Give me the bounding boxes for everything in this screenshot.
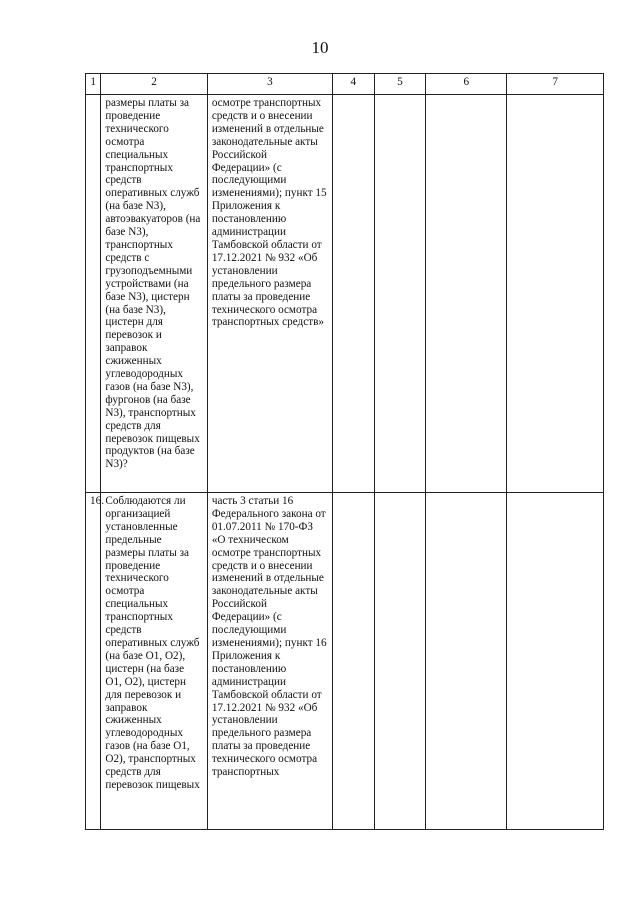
table-row <box>86 493 604 830</box>
column-header: 4 <box>332 74 374 95</box>
empty-cell <box>374 95 426 493</box>
empty-cell <box>332 95 374 493</box>
empty-cell <box>374 493 426 830</box>
question-cell: размеры платы за проведение технического осмотра специальных транспортных средств оперативных служб (на базе N3), автоэвакуаторов (на базе N3), транспортных средств с грузоподъемными устройствами (на базе N3), цистерн (на базе N3), цистерн для перевозок и заправок сжиженных углеводородных газов (на базе N3), фургонов (на базе N3), транспортных средств для перевозок пищевых продуктов (на базе N3)? <box>101 95 207 493</box>
question-cell: Соблюдаются ли организацией установленные предельные размеры платы за проведение технического осмотра специальных транспортных средств оперативных служб (на базе O1, O2), цистерн (на базе O1, O2), цистерн для перевозок и заправок сжиженных углеводородных газов (на базе O1, O2), транспортных средств для перевозок пищевых <box>101 493 207 830</box>
reference-cell: осмотре транспортных средств и о внесении изменений в отдельные законодательные акты Российской Федерации» (с последующими изменениями); пункт 15 Приложения к постановлению администрации Тамбовской области от 17.12.2021 № 932 «Об установлении предельного размера платы за проведение технического осмотра транспортных средств» <box>207 95 332 493</box>
column-header: 7 <box>507 74 604 95</box>
column-header: 6 <box>426 74 507 95</box>
empty-cell <box>507 493 604 830</box>
column-header: 5 <box>374 74 426 95</box>
column-header: 1 <box>86 74 101 95</box>
table-row <box>86 95 604 493</box>
row-number: 16. <box>86 493 101 830</box>
empty-cell <box>426 493 507 830</box>
row-number <box>86 95 101 493</box>
reference-cell: часть 3 статьи 16 Федерального закона от 01.07.2011 № 170-ФЗ «О техническом осмотре транспортных средств и о внесении изменений в отдельные законодательные акты Российской Федерации» (с последующими изменениями); пункт 16 Приложения к постановлению администрации Тамбовской области от 17.12.2021 № 932 «Об установлении предельного размера платы за проведение технического осмотра транспортных <box>207 493 332 830</box>
column-header: 2 <box>101 74 207 95</box>
empty-cell <box>332 493 374 830</box>
checklist-table <box>85 73 604 830</box>
page-number: 10 <box>311 38 329 57</box>
empty-cell <box>507 95 604 493</box>
table-header-row <box>86 74 604 95</box>
empty-cell <box>426 95 507 493</box>
column-header: 3 <box>207 74 332 95</box>
